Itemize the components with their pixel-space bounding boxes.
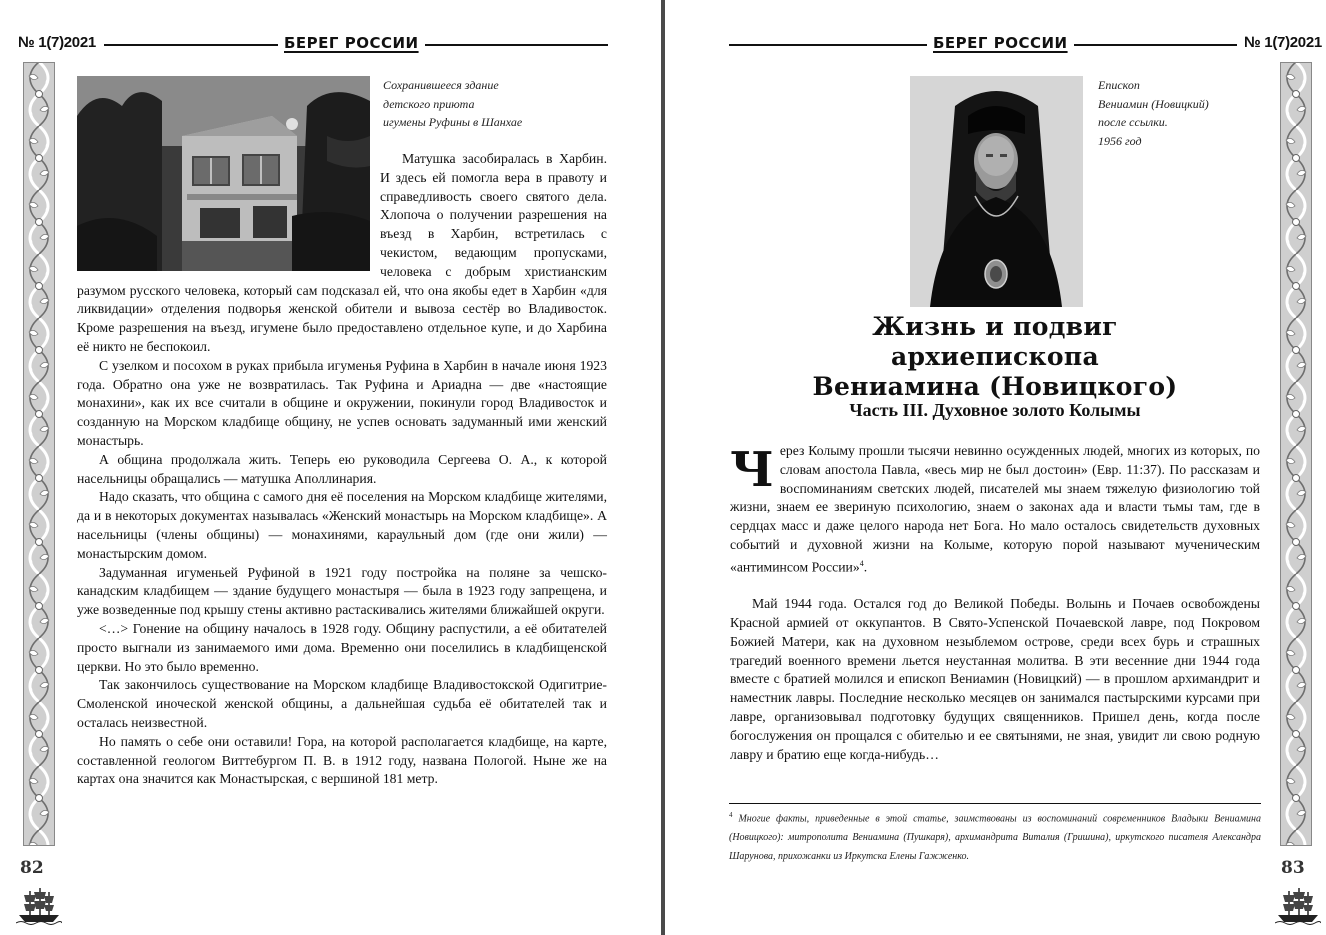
paragraph: Май 1944 года. Остался год до Великой Победы. Волынь и Почаев освобождены Красной армией от оккупантов. В Свято-Успенской Почаевской лавре, под Покровом Божией Матери, как на духовном незыблемом острове, среди всех бурь и страшных трагедий военного времени льется неустанная молитва. В эти весенние дни 1944 года вместе с братией молился и епископ Вениамин (Новицкий) — в прошлом архимандрит и наместник лавры. Последние несколько месяцев он занимался пастырскими курсами при лавре, организовывал подготовку будущих священников. Пришел день, когда после богослужения он прощался с обителью и ее святынями, не зная, увидит ли свою родную лавру и братию еще когда-нибудь… — [730, 596, 1260, 762]
caption-line: после ссылки. — [1098, 115, 1168, 130]
article-body — [730, 442, 1260, 764]
caption-line: Епископ — [1098, 78, 1140, 92]
photo-caption — [1098, 76, 1248, 150]
paragraph: Но память о себе они оставили! Гора, на которой располагается кладбище, на карте, составленной геологом Виттебургом П. В. в 1912 году, названа Пологой. Ныне же на картах она значится как Монастырская, с вершиной 181 метр. — [77, 733, 607, 787]
caption-line: Вениамин (Новицкий) — [1098, 96, 1209, 111]
paragraph: <…> Гонение на общину началось в 1928 году. Общину распустили, а её обитателей просто выгнали из занимаемого ими дома. Временно они поселились в кладбищенской церкви. Но это было временно. — [77, 620, 607, 674]
lead-paragraph — [730, 442, 1260, 577]
paragraph: Так закончилось существование на Морском кладбище Владивостокской Одигитрие-Смоленской иноческой женской общины, а дальнейшая судьба её обитателей так и осталась неизвестной. — [77, 677, 607, 730]
issue-number: № 1(7)2021 — [1244, 34, 1322, 51]
footnote-marker: 4 — [859, 558, 864, 568]
sailing-ship-icon — [16, 885, 62, 925]
paragraph: Матушка засобиралась в Харбин. И здесь ей помогла вера в правоту и справедливость своего святого дела. Хлопоча о получении разрешения на въезд в Харбин, встретилась с чекистом, ведающим пропусками, человека с добрым христианским разумом русского человека, который сам подсказал ей, что она якобы едет в Харбин «для ликвидации» отделения подворья женской обители и вывоза сестёр во Владивосток. Кроме разрешения на въезд, игумене было предоставлено отдельное купе, и до Харбина её никто не беспокоил. — [77, 151, 607, 354]
paragraph: А община продолжала жить. Теперь ею руководила Сергеева О. А., к которой насельницы обращались — матушка Аполлинария. — [77, 451, 607, 486]
ornament-border — [23, 62, 55, 846]
page-number: 83 — [1281, 858, 1305, 878]
article-title — [765, 312, 1225, 402]
caption-line: 1956 год — [1098, 133, 1142, 148]
issue-number: № 1(7)2021 — [18, 34, 96, 51]
caption-line: Сохранившееся здание — [383, 78, 499, 92]
lead-end: . — [863, 559, 868, 575]
title-line: Вениамина (Новицкого) — [812, 372, 1178, 401]
footnote-rule — [729, 803, 1261, 804]
title-line: Жизнь и подвиг архиепископа — [872, 312, 1118, 371]
magazine-title: БЕРЕГ РОССИИ — [278, 34, 425, 52]
photo-wrap-spacer — [77, 150, 380, 268]
left-page — [0, 0, 661, 935]
paragraph: С узелком и посохом в руках прибыла игуменья Руфина в Харбин в начале июня 1923 года. Обратно она уже не возвратилась. Так Руфина и Ариадна — две «настоящие монахини», как их все считали в общине и окружении, покинули город Владивосток и созданную на Морском кладбище общину, не успев основать задуманный ими женский монастырь. — [77, 357, 607, 448]
footnote-number: 4 — [729, 811, 733, 819]
footnote-text: Многие факты, приведенные в этой статье, заимствованы из воспоминаний современников Владыки Вениамина (Новицкого): митрополита Вениамина (Пушкаря), архимандрита Виталия (Гришина), иркутского писателя Александра Шарунова, прихожанки из Иркутска Елены Гажженко. — [729, 813, 1261, 863]
lead-text: ерез Колыму прошли тысячи невинно осужденных людей, многих из которых, по словам апостола Павла, «весь мир не был достоин» (Евр. 11:37). По рассказам и воспоминаниям светских людей, писателей мы знаем тяжелую физиологию той жизни, знаем ее звериную психологию, знаем о законах ада и власти тьмы там, где в сердцах масс и даже целого народа нет Бога. Но мало осталось свидетельств духовных событий и духовной жизни на Колыме, которую порой называют мученическим «антиминсом России» — [730, 443, 1260, 575]
article-subtitle: Часть III. Духовное золото Колымы — [849, 400, 1141, 420]
ornament-border — [1280, 62, 1312, 846]
caption-line: детского приюта — [383, 96, 475, 111]
paragraph: Надо сказать, что община с самого дня её поселения на Морском кладбище жителями, да и в некоторых документах называлась «Женский монастырь на Морском кладбище». А насельницы (члены общины) — монахинями, караульный дом (где они жили) — монастырским домом. — [77, 489, 607, 561]
sailing-ship-icon — [1275, 885, 1321, 925]
bishop-portrait-photo — [910, 76, 1083, 307]
page-number: 82 — [20, 858, 44, 878]
footnote — [729, 806, 1261, 866]
drop-cap: Ч — [730, 442, 774, 498]
article-body — [77, 150, 607, 789]
magazine-title: БЕРЕГ РОССИИ — [927, 34, 1074, 52]
right-page — [665, 0, 1326, 935]
caption-line: игумены Руфины в Шанхае — [383, 115, 523, 130]
photo-caption — [383, 76, 583, 132]
paragraph: Задуманная игуменьей Руфиной в 1921 году постройка на поляне за чешско-канадским кладбищем — здание будущего монастыря — была в 1923 году запрещена, и уже возведенные под крышу стены активно растаскивались жителями ближайшей округи. — [77, 564, 607, 618]
